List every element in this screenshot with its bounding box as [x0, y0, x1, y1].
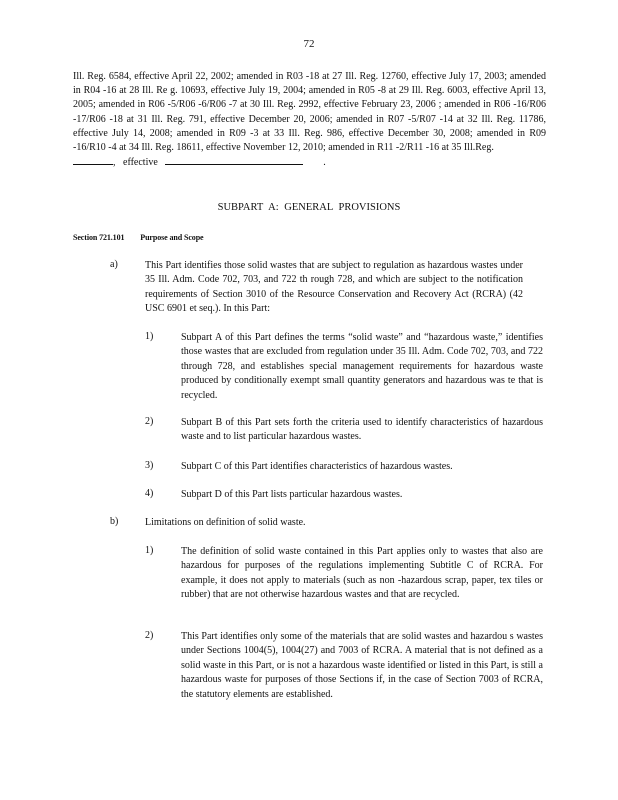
item-label-b: b) [110, 516, 119, 527]
section-number: Section 721.101 [73, 233, 125, 242]
history-period: . [323, 157, 326, 169]
item-label-a4: 4) [145, 488, 154, 499]
source-history-note [73, 70, 546, 170]
item-text-a4: Subpart D of this Part lists particular hazardous wastes. [181, 489, 403, 500]
item-text-b2: This Part identifies only some of the materials that are solid wastes and hazardou s wastes under Sections 1004(5), 1004(27) and 7003 of RCRA. A material that is not defined as a solid waste in this Part, or is not a hazardous waste identified or listed in this Part, is still a hazardous waste for purposes of those Sections if, in the case of Section 7003 of RCRA, the statutory elements are established. [181, 631, 543, 700]
item-label-a2: 2) [145, 416, 154, 427]
item-text-b: Limitations on definition of solid waste. [145, 517, 306, 528]
section-title: Purpose and Scope [140, 233, 204, 242]
item-label-a1: 1) [145, 331, 154, 342]
item-text-a1: Subpart A of this Part defines the terms “solid waste” and “hazardous waste,” identifies those wastes that are excluded from regulation under 35 Ill. Adm. Code 702, 703, and 722 through 728, and establishes special management requirements for hazardous waste produced by conditionally exempt small quantity generators and hazardous was te that is recycled. [181, 332, 543, 401]
history-text: Ill. Reg. 6584, effective April 22, 2002; amended in R03 -18 at 27 Ill. Reg. 12760, effective July 17, 2003; amended in R04 -16 at 28 Ill. Re g. 10693, effective July 19, 2004; amended in R05 -8 at 29 Ill. Reg. 6003, effective April 13, 2005; amended in R06 -5/R06 -6/R06 -7 at 30 Ill. Reg. 2992, effective February 23, 2006 ; amended in R06 -16/R06 -17/R06 -18 at 31 Ill. Reg. 791, effective December 20, 2006; amended in R07 -5/R07 -14 at 32 Ill. Reg. 11786, effective July 14, 2008; amended in R09 -3 at 33 Ill. Reg. 986, effective December 30, 2008; amended in R09 -16/R10 -4 at 34 Ill. Reg. 18611, effective November 12, 2010; amended in R11 -2/R11 -16 at 35 Ill.Reg. [73, 71, 546, 154]
blank-line-date [165, 155, 303, 165]
blank-line-number [73, 155, 113, 165]
item-text-b1: The definition of solid waste contained in this Part applies only to wastes that also are hazardous for purposes of the regulations implementing Subtitle C of RCRA. For example, it does not apply to materials (such as non -hazardous scrap, paper, tex tiles or rubber) that are not otherwise hazardous wastes and that are recycled. [181, 546, 543, 601]
item-label-b2: 2) [145, 630, 154, 641]
section-heading [73, 233, 218, 242]
item-text-a2: Subpart B of this Part sets forth the criteria used to identify characteristics of hazardous waste and to list particular hazardous wastes. [181, 417, 543, 443]
history-effective-label: effective [123, 157, 158, 169]
item-label-b1: 1) [145, 545, 154, 556]
item-text-a3: Subpart C of this Part identifies characteristics of hazardous wastes. [181, 461, 453, 472]
item-label-a: a) [110, 259, 118, 270]
history-comma: , [113, 157, 116, 169]
item-text-a: This Part identifies those solid wastes that are subject to regulation as hazardous wastes under 35 Ill. Adm. Code 702, 703, and 722 th rough 728, and which are subject to the notification requirements of Section 3010 of the Resource Conservation and Recovery Act (RCRA) (42 USC 6901 et seq.). In this Part: [145, 260, 523, 315]
item-label-a3: 3) [145, 460, 154, 471]
page-number: 72 [303, 38, 315, 50]
subpart-heading: SUBPART A: GENERAL PROVISIONS [217, 202, 401, 213]
